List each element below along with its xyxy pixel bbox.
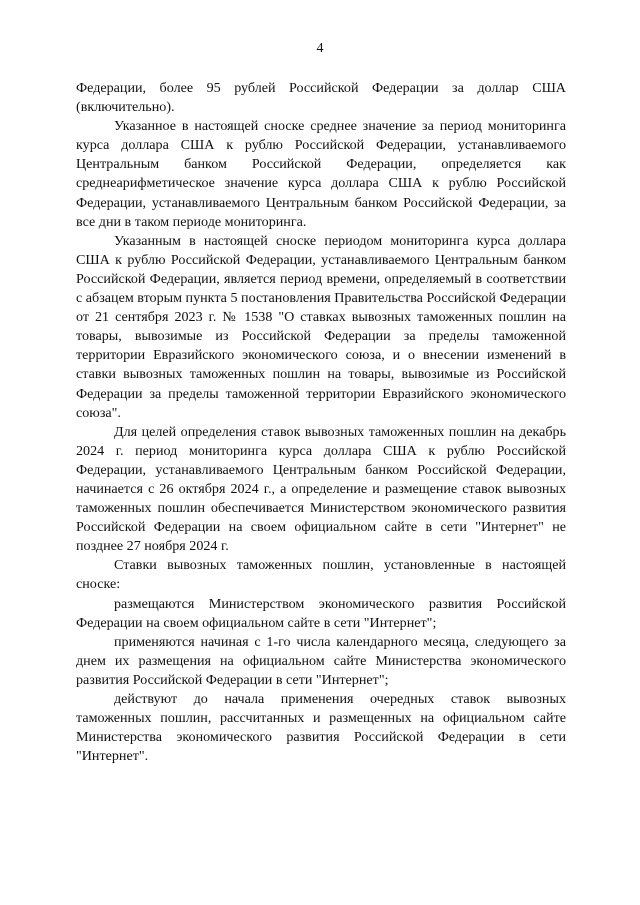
page-number: 4	[316, 41, 324, 56]
paragraph-rates-application: применяются начиная с 1-го числа календарного месяца, следующего за днем их размещения на официальном сайте Министерства экономического развития Российской Федерации в сети "Интернет";	[76, 633, 566, 688]
paragraph-rates-intro: Ставки вывозных таможенных пошлин, установленные в настоящей сноске:	[76, 557, 566, 593]
paragraph-monitoring-period-definition: Указанным в настоящей сноске периодом мониторинга курса доллара США к рублю Российской Федерации, устанавливаемого Центральным банком Российской Федерации, является период времени, определяемый в соответствии с абзацем вторым пункта 5 постановления Правительства Российской Федерации от 21 сентября 2023 г. № 1538 "О ставках вывозных таможенных пошлин на товары, вывозимые из Российской Федерации за пределы таможенной территории Евразийского экономического союза, и о внесении изменений в ставки вывозных таможенных пошлин на товары, вывозимые из Российской Федерации за пределы таможенной территории Евразийского экономического союза".	[76, 232, 566, 421]
paragraph-average-rate-definition: Указанное в настоящей сноске среднее значение за период мониторинга курса доллара США к рублю Российской Федерации, устанавливаемого Центральным банком Российской Федерации, определяется как среднеарифметическое значение курса доллара США к рублю Российской Федерации, устанавливаемого Центральным банком Российской Федерации, за все дни в таком периоде мониторинга.	[76, 118, 566, 230]
paragraph-continuation: Федерации, более 95 рублей Российской Федерации за доллар США (включительно).	[76, 80, 566, 116]
paragraph-rates-publication: размещаются Министерством экономического развития Российской Федерации на своем официальном сайте в сети "Интернет";	[76, 595, 566, 631]
paragraph-december-2024-period: Для целей определения ставок вывозных таможенных пошлин на декабрь 2024 г. период мониторинга курса доллара США к рублю Российской Федерации, устанавливаемого Центральным банком Российской Федерации, начинается с 26 октября 2024 г., а определение и размещение ставок вывозных таможенных пошлин обеспечивается Министерством экономического развития Российской Федерации на своем официальном сайте в сети "Интернет" не позднее 27 ноября 2024 г.	[76, 423, 566, 555]
document-body	[76, 79, 566, 766]
paragraph-rates-validity: действуют до начала применения очередных ставок вывозных таможенных пошлин, рассчитанных и размещенных на официальном сайте Министерства экономического развития Российской Федерации в сети "Интернет".	[76, 691, 566, 765]
